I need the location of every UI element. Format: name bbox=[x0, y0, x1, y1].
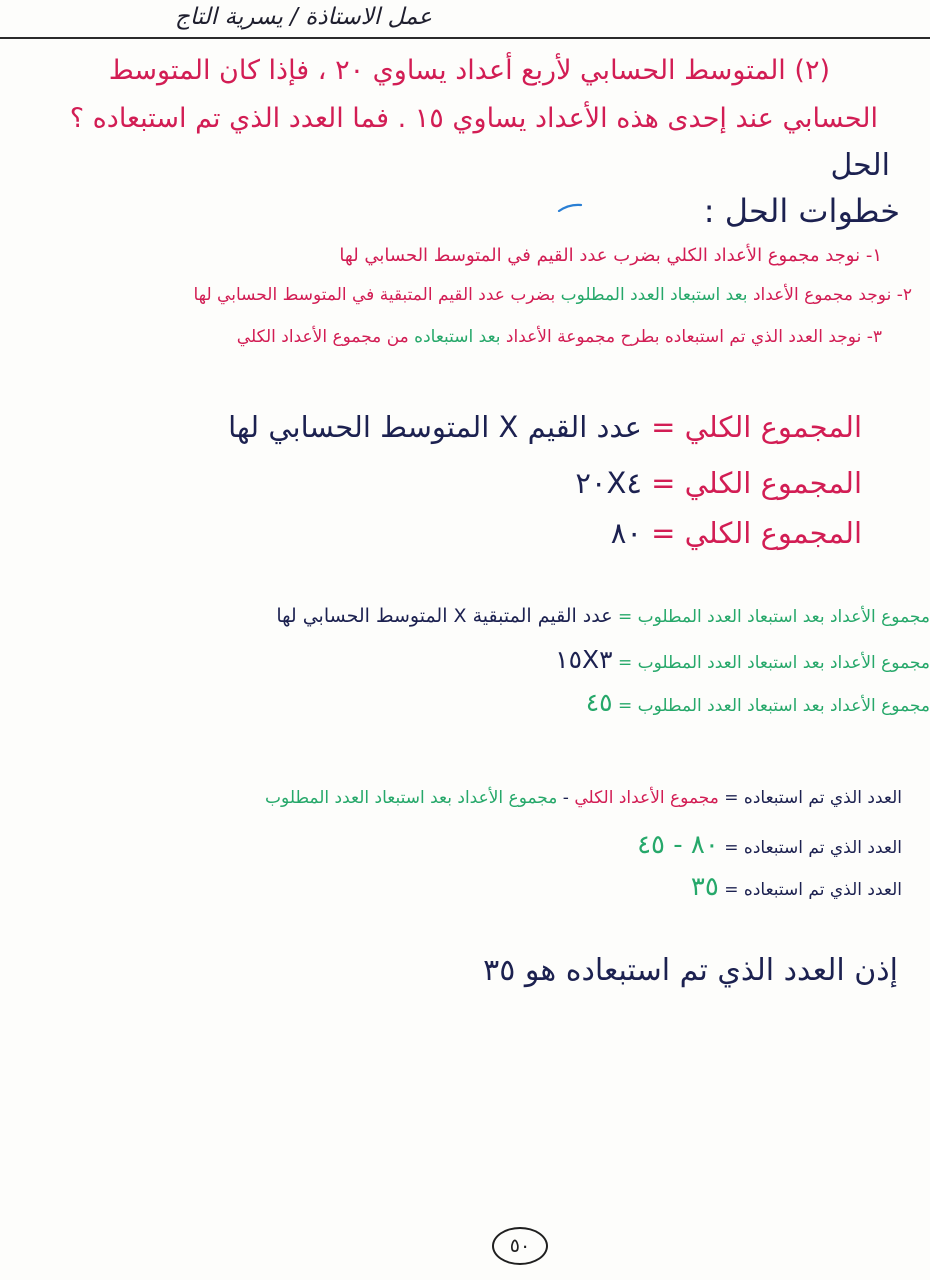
remaining-sum-label: مجموع الأعداد بعد استبعاد العدد المطلوب bbox=[637, 653, 930, 673]
question-line-2: الحسابي عند إحدى هذه الأعداد يساوي ١٥ . فما العدد الذي تم استبعاده ؟ bbox=[69, 103, 878, 134]
steps-title: خطوات الحل : bbox=[703, 192, 900, 230]
removed-number-substitution bbox=[637, 830, 902, 860]
step-3-text: ٣- نوجد العدد الذي تم استبعاده bbox=[659, 327, 882, 347]
step-3 bbox=[237, 327, 882, 347]
solution-label: الحل bbox=[830, 148, 890, 183]
equals-sign: = bbox=[718, 838, 744, 858]
step-3-highlight: بعد استبعاده bbox=[414, 327, 501, 347]
remaining-sum-value: ٤٥ bbox=[585, 688, 613, 717]
total-sum-value: ٨٠ bbox=[610, 516, 642, 550]
remaining-sum-label: مجموع الأعداد بعد استبعاد العدد المطلوب bbox=[637, 696, 930, 716]
removed-number-label: العدد الذي تم استبعاده bbox=[743, 788, 902, 808]
question-line-1: (٢) المتوسط الحسابي لأربع أعداد يساوي ٢٠ ، فإذا كان المتوسط bbox=[108, 55, 830, 86]
total-sum-rhs: عدد القيم X المتوسط الحسابي لها bbox=[228, 410, 642, 444]
equals-sign: = bbox=[612, 696, 638, 716]
removed-formula-total: مجموع الأعداد الكلي bbox=[574, 788, 719, 808]
removed-number-label: العدد الذي تم استبعاده bbox=[743, 880, 902, 900]
equals-sign: = bbox=[641, 466, 685, 500]
remaining-sum-rhs: عدد القيم المتبقية X المتوسط الحسابي لها bbox=[276, 605, 613, 627]
equals-sign: = bbox=[718, 880, 744, 900]
remaining-sum-product: ١٥X٣ bbox=[555, 645, 613, 674]
equals-sign: = bbox=[612, 607, 638, 627]
total-sum-product: ٢٠X٤ bbox=[575, 466, 642, 500]
total-sum-label: المجموع الكلي bbox=[684, 466, 862, 500]
pen-mark-icon bbox=[557, 203, 583, 212]
header-rule bbox=[0, 37, 930, 39]
remaining-sum-formula bbox=[276, 605, 930, 627]
page-number: ٥٠ bbox=[492, 1227, 548, 1265]
total-sum-formula bbox=[228, 410, 862, 444]
total-sum-substitution bbox=[575, 466, 862, 500]
step-2-rest: بضرب عدد القيم المتبقية في المتوسط الحسابي لها bbox=[193, 285, 561, 305]
remaining-sum-substitution bbox=[555, 645, 930, 674]
total-sum-result bbox=[611, 516, 862, 550]
equals-sign: = bbox=[718, 788, 744, 808]
remaining-sum-result bbox=[586, 688, 930, 717]
step-3-rest: من مجموع الأعداد الكلي bbox=[236, 327, 415, 347]
removed-number-result bbox=[691, 872, 902, 902]
remaining-sum-label: مجموع الأعداد بعد استبعاد العدد المطلوب bbox=[637, 607, 930, 627]
total-sum-label: المجموع الكلي bbox=[684, 516, 862, 550]
step-3-mid: بطرح مجموعة الأعداد bbox=[500, 327, 660, 347]
equals-sign: = bbox=[612, 653, 638, 673]
step-1: ١- نوجد مجموع الأعداد الكلي بضرب عدد القيم في المتوسط الحسابي لها bbox=[339, 245, 882, 266]
total-sum-label: المجموع الكلي bbox=[684, 410, 862, 444]
removed-number-formula bbox=[265, 788, 902, 808]
step-2 bbox=[193, 285, 912, 305]
removed-number-difference: ٨٠ - ٤٥ bbox=[637, 830, 719, 860]
author-header: عمل الاستاذة / يسرية التاج bbox=[175, 4, 432, 30]
step-2-text: ٢- نوجد مجموع الأعداد bbox=[747, 285, 912, 305]
equals-sign: = bbox=[641, 516, 685, 550]
minus-sign: - bbox=[557, 788, 575, 808]
removed-formula-remaining: مجموع الأعداد بعد استبعاد العدد المطلوب bbox=[265, 788, 558, 808]
removed-number-value: ٣٥ bbox=[690, 872, 719, 902]
removed-number-label: العدد الذي تم استبعاده bbox=[743, 838, 902, 858]
conclusion: إذن العدد الذي تم استبعاده هو ٣٥ bbox=[483, 953, 898, 988]
equals-sign: = bbox=[641, 410, 685, 444]
step-2-highlight: بعد استبعاد العدد المطلوب bbox=[560, 285, 748, 305]
